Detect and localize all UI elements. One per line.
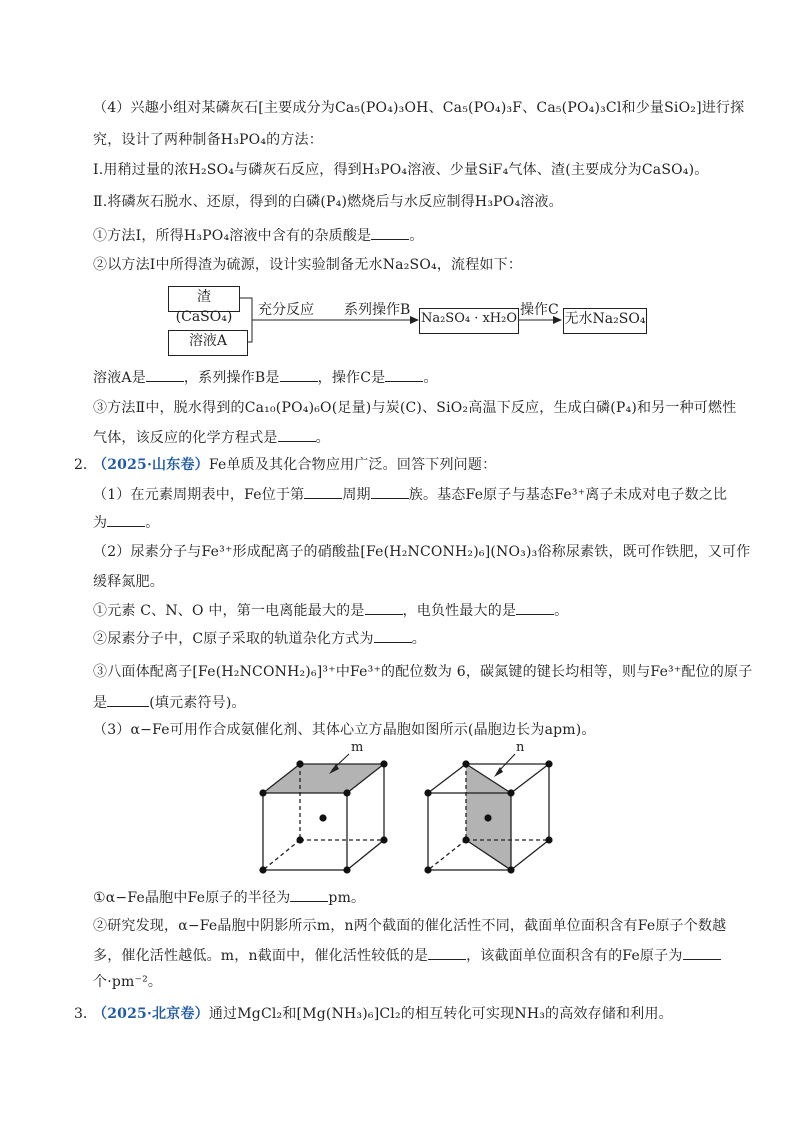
q3-text: 通过MgCl₂和[Mg(NH₃)₆]Cl₂的相互转化可实现NH₃的高效存储和利用。	[208, 1006, 673, 1022]
method-2-text: Ⅱ.将磷灰石脱水、还原，得到的白磷(P₄)燃烧后与水反应制得H₃PO₄溶液。	[93, 194, 563, 210]
punct: 。	[409, 228, 424, 244]
label: 气体，该反应的化学方程式是	[93, 430, 278, 446]
source-tag: （2025·北京卷）	[93, 1006, 209, 1022]
label-m: m	[351, 740, 364, 755]
label: 周期	[342, 487, 371, 503]
label: ①α−Fe晶胞中Fe原子的半径为	[93, 890, 291, 906]
label: (填元素符号)。	[149, 695, 246, 711]
label: ①元素 C、N、O 中，第一电离能最大的是	[93, 603, 365, 619]
label: ，操作C是	[317, 370, 386, 386]
question-number-2: 2．	[74, 457, 97, 473]
q2-part3: （3）α−Fe可用作合成氨催化剂、其体心立方晶胞如图所示(晶胞边长为apm)。	[93, 722, 596, 738]
flow-step-series-b: 系列操作B	[344, 302, 411, 318]
flow-box-hydrate: Na₂SO₄ · xH₂O	[419, 308, 519, 334]
label: ，电负性最大的是	[402, 603, 517, 619]
answer-blank[interactable]	[290, 887, 328, 902]
unit-cell-m	[259, 740, 387, 874]
label: 为	[93, 515, 108, 531]
q2-part3-sub2-unit: 个·pm⁻²。	[93, 974, 163, 990]
answer-blank[interactable]	[683, 945, 721, 960]
q2-part2-cont: 缓释氮肥。	[93, 574, 164, 590]
q3-header	[93, 1004, 724, 1024]
q2-intro: Fe单质及其化合物应用广泛。回答下列问题：	[208, 457, 497, 473]
q4-line-1: （4）兴趣小组对某磷灰石[主要成分为Ca₅(PO₄)₃OH、Ca₅(PO₄)₃F、Ca₅(PO₄)₃Cl和少量SiO₂]进行探	[93, 100, 745, 116]
flow-step-react: 充分反应	[258, 302, 314, 318]
label: （1）在元素周期表中，Fe位于第	[93, 487, 305, 503]
source-tag: （2025·山东卷）	[93, 457, 209, 473]
punct: 。	[145, 515, 160, 531]
q2-part3-sub1	[93, 887, 724, 908]
flow-box-solution-a: 溶液A	[168, 330, 248, 356]
q4-sub2: ②以方法Ⅰ中所得渣为硫源，设计实验制备无水Na₂SO₄，流程如下：	[93, 257, 523, 273]
label: pm。	[328, 890, 366, 906]
answer-blank[interactable]	[428, 945, 466, 960]
label: 溶液A是	[93, 370, 146, 386]
punct: 。	[423, 370, 438, 386]
label: ②尿素分子中，C原子采取的轨道杂化方式为	[93, 631, 374, 647]
q2-part2-sub3: ③八面体配离子[Fe(H₂NCONH₂)₆]³⁺中Fe³⁺的配位数为 6，碳氮键的键长均相等，则与Fe³⁺配位的原子	[93, 664, 753, 680]
q2-part2: （2）尿素分子与Fe³⁺形成配离子的硝酸盐[Fe(H₂NCONH₂)₆](NO₃)₃俗称尿素铁，既可作铁肥，又可作	[93, 544, 751, 560]
flow-box-slag: 渣(CaSO₄)	[168, 286, 240, 312]
flow-box-anhydrous: 无水Na₂SO₄	[563, 308, 647, 334]
method-1-text: Ⅰ.用稍过量的浓H₂SO₄与磷灰石反应，得到H₃PO₄溶液、少量SiF₄气体、渣(主要成分为CaSO₄)。	[93, 162, 709, 178]
label-n: n	[516, 740, 525, 755]
label: ，系列操作B是	[183, 370, 280, 386]
punct: 。	[554, 603, 569, 619]
label: 是	[93, 695, 108, 711]
punct: 。	[411, 631, 426, 647]
q2-part3-sub2-cont	[93, 945, 724, 966]
q4-line-2: 究，设计了两种制备H₃PO₄的方法：	[93, 132, 323, 148]
punct: 。	[315, 430, 330, 446]
label: 多，催化活性越低。m，n截面中，催化活性较低的是	[93, 948, 429, 964]
q4-sub3: ③方法Ⅱ中，脱水得到的Ca₁₀(PO₄)₆O(足量)与炭(C)、SiO₂高温下反应，生成白磷(P₄)和另一种可燃性	[93, 400, 737, 416]
q2-part3-sub2: ②研究发现，α−Fe晶胞中阴影所示m，n两个截面的催化活性不同，截面单位面积含有Fe原子个数越	[93, 918, 727, 934]
flow-step-c: 操作C	[520, 302, 559, 318]
question-number-3: 3．	[74, 1006, 97, 1022]
label: 族。基态Fe原子与基态Fe³⁺离子未成对电子数之比	[408, 487, 728, 503]
label: ，该截面单位面积含有的Fe原子为	[466, 948, 683, 964]
q4-sub1-text: ①方法Ⅰ，所得H₃PO₄溶液中含有的杂质酸是	[93, 228, 372, 244]
unit-cell-n	[424, 740, 552, 874]
